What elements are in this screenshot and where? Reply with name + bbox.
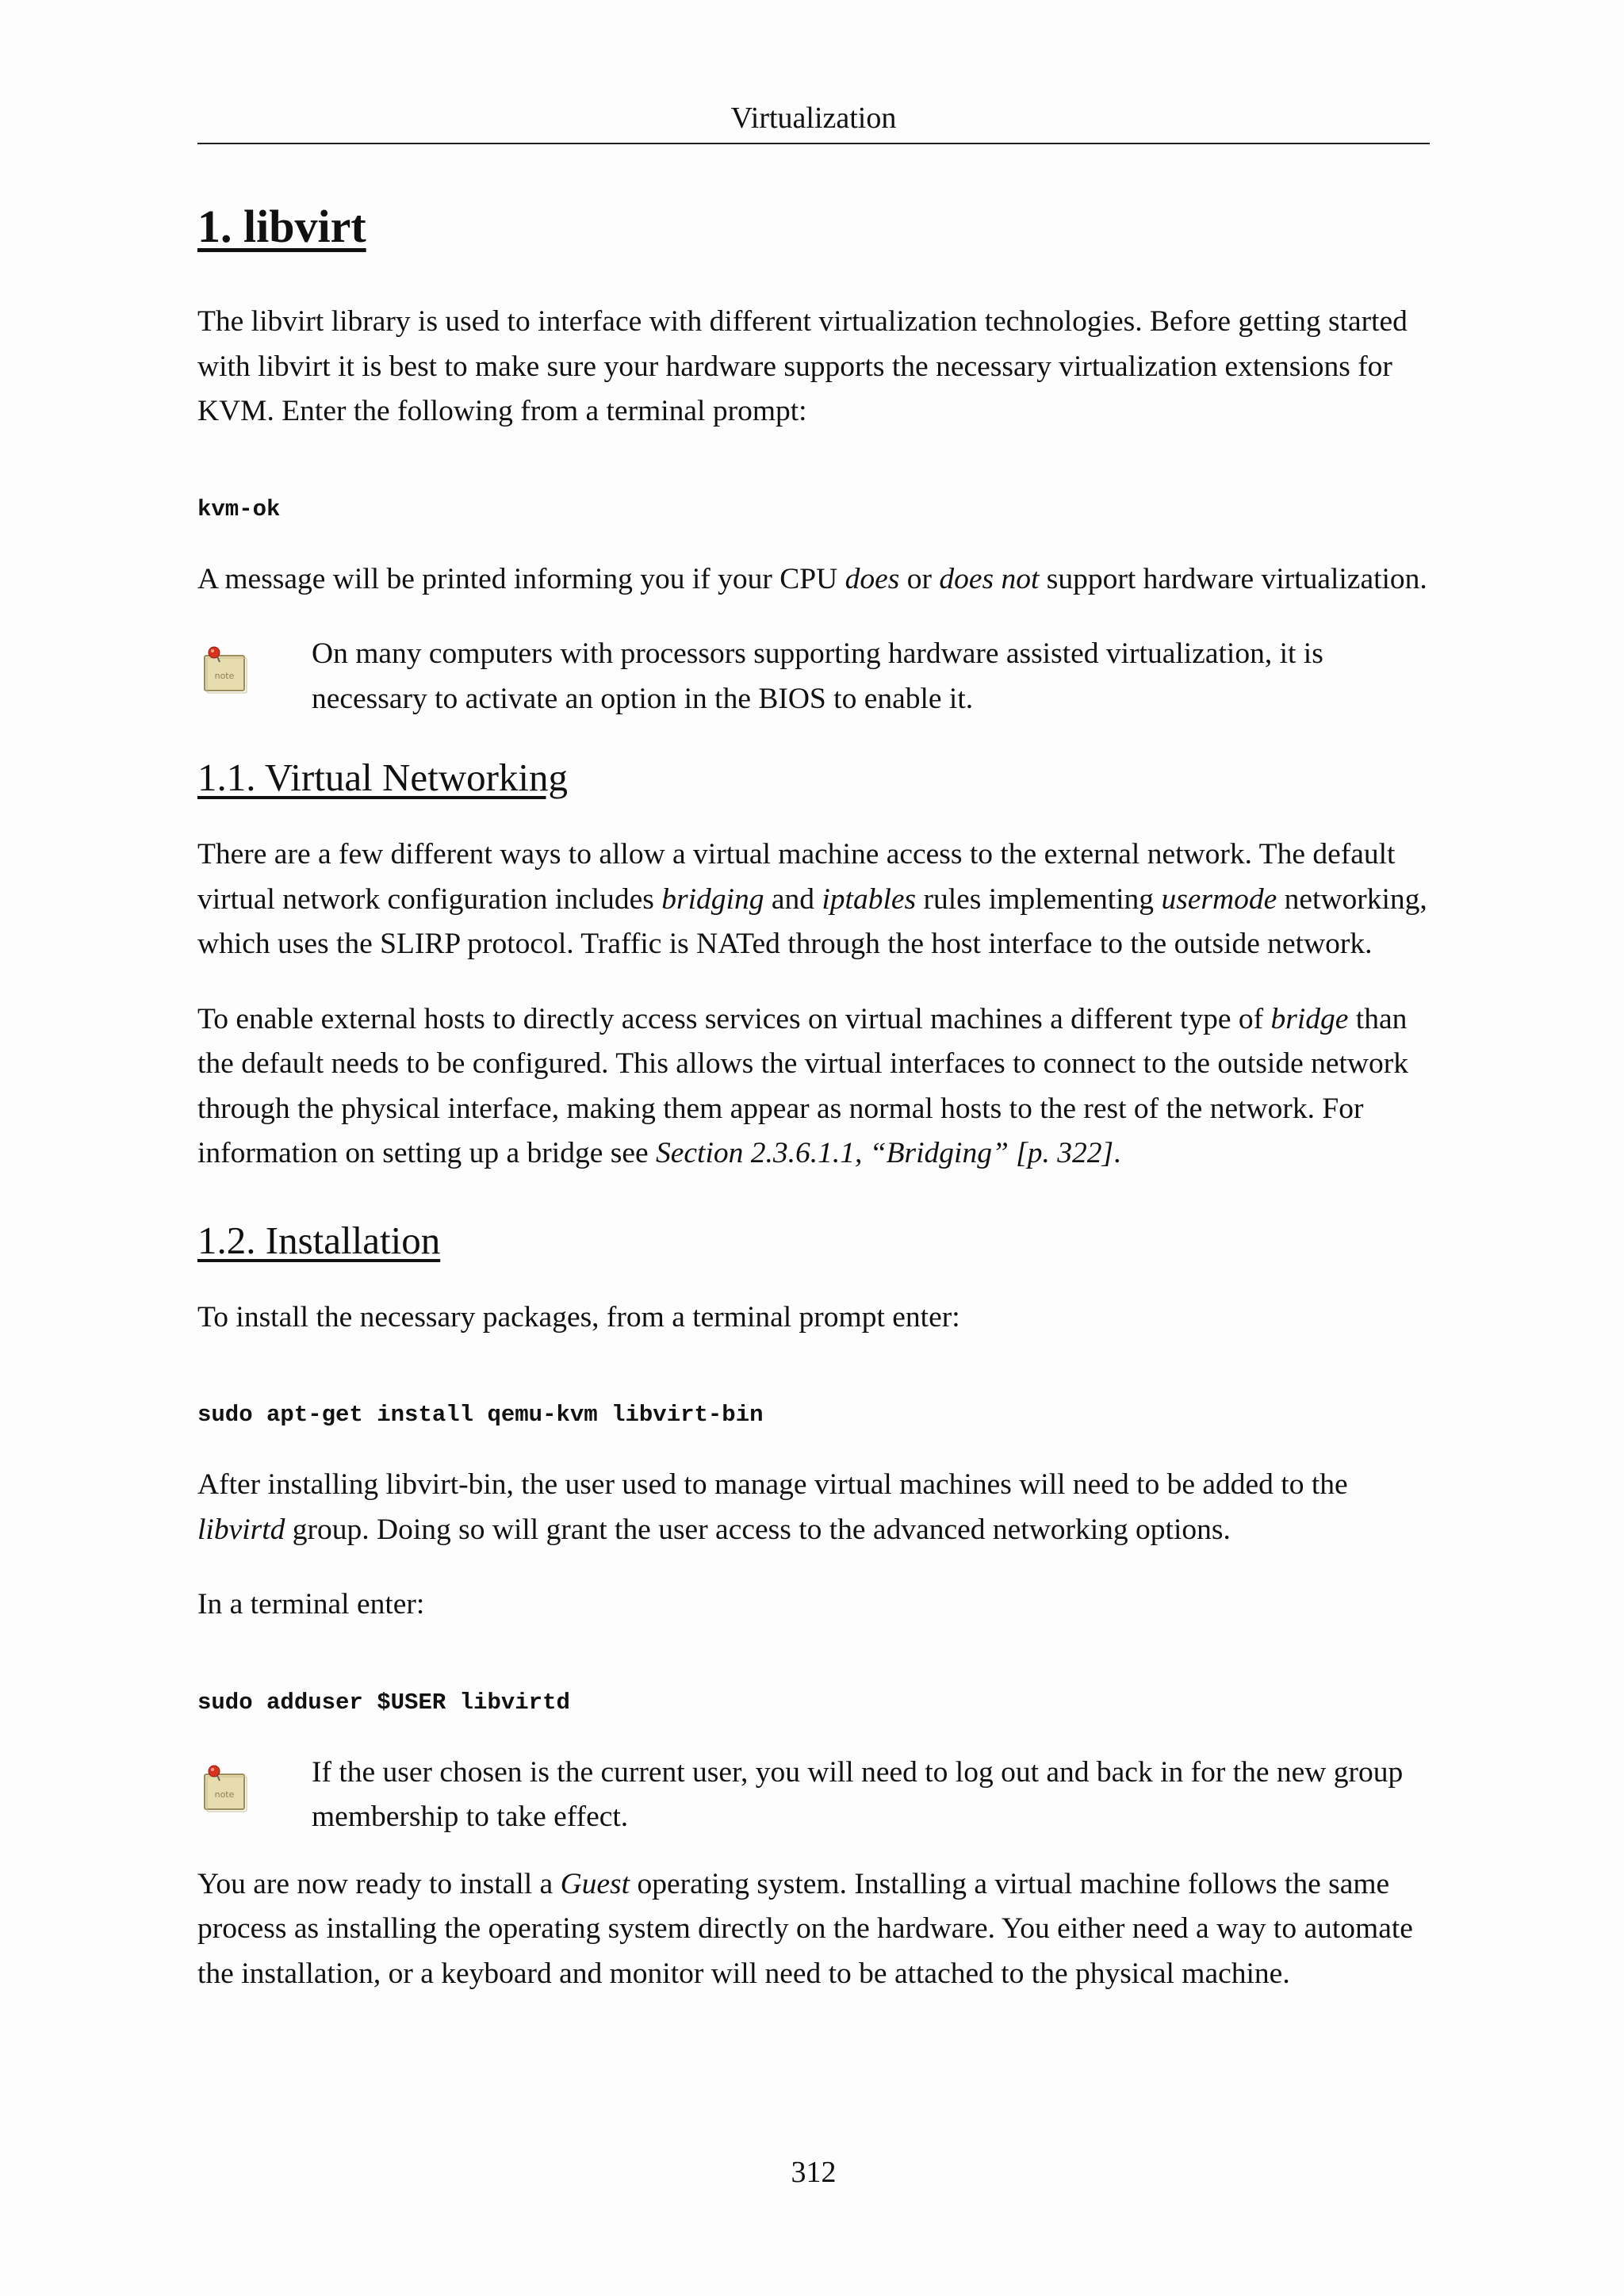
note-icon	[197, 1751, 312, 1820]
page-content	[197, 189, 1430, 2026]
command-apt-get-install: sudo apt-get install qemu-kvm libvirt-bin	[197, 1402, 764, 1428]
text-run: support hardware virtualization.	[1039, 562, 1427, 595]
emphasis-bridging: bridging	[661, 882, 764, 916]
install-paragraph-3: In a terminal enter:	[197, 1588, 425, 1621]
subsection-title-networking: 1.1. Virtual Networking	[197, 756, 569, 799]
emphasis-does-not: does not	[939, 562, 1040, 595]
intro-paragraph: The libvirt library is used to interface with different virtualization technologies. Before getting started with libvirt it is best to make sure your hardware supports the necessary virtualization extensions for KVM. Enter the following from a terminal prompt:	[197, 305, 1408, 427]
cpu-message-paragraph	[197, 557, 1430, 603]
subsection-title-installation: 1.2. Installation	[197, 1218, 441, 1262]
install-paragraph-4	[197, 1862, 1430, 1997]
command-kvm-ok: kvm-ok	[197, 496, 281, 522]
text-run: There are a few different ways to allow a virtual machine access to the external network. The default virtual network configuration includes	[197, 838, 1396, 916]
text-run: than the default needs to be configured. This allows the virtual interfaces to connect to the outside network through the physical interface, making them appear as normal hosts to the rest of the network. For information on setting up a bridge see	[197, 1002, 1408, 1169]
text-run: operating system. Installing a virtual machine follows the same process as installing the operating system directly on the hardware. You either need a way to automate the installation, or a keyboard and monitor will need to be attached to the physical machine.	[197, 1867, 1413, 1990]
emphasis-libvirtd: libvirtd	[197, 1513, 285, 1546]
svg-text:note: note	[214, 671, 235, 681]
text-run: or	[899, 562, 940, 595]
emphasis-usermode: usermode	[1161, 882, 1277, 916]
networking-paragraph-2	[197, 997, 1430, 1177]
text-run: To enable external hosts to directly access services on virtual machines a different type of	[197, 1002, 1271, 1035]
text-run: .	[1113, 1137, 1121, 1169]
emphasis-bridge: bridge	[1270, 1002, 1349, 1035]
install-paragraph-1: To install the necessary packages, from a terminal prompt enter:	[197, 1300, 960, 1334]
text-run: group. Doing so will grant the user access to the advanced networking options.	[285, 1513, 1231, 1546]
command-adduser: sudo adduser $USER libvirtd	[197, 1689, 570, 1716]
install-paragraph-2	[197, 1463, 1430, 1552]
emphasis-does: does	[845, 562, 900, 595]
note-icon	[197, 632, 312, 701]
note-relogin	[197, 1751, 1430, 1840]
text-run: and	[764, 882, 822, 916]
emphasis-guest: Guest	[560, 1867, 630, 1900]
note-bios	[197, 632, 1430, 721]
section-title: 1. libvirt	[197, 201, 366, 252]
emphasis-iptables: iptables	[822, 882, 917, 916]
svg-text:note: note	[214, 1789, 235, 1800]
text-run: networking, which uses the SLIRP protocol. Traffic is NATed through the host interface to the outside network.	[197, 882, 1427, 960]
text-run: A message will be printed informing you if your CPU	[197, 562, 845, 595]
cross-reference-link[interactable]: Section 2.3.6.1.1, “Bridging” [p. 322]	[656, 1137, 1114, 1169]
note-text: If the user chosen is the current user, you will need to log out and back in for the new group membership to take effect.	[312, 1755, 1404, 1833]
running-header: Virtualization	[197, 94, 1430, 144]
text-run: rules implementing	[916, 882, 1162, 916]
page-number: 312	[791, 2156, 837, 2189]
note-text: On many computers with processors supporting hardware assisted virtualization, it is necessary to activate an option in the BIOS to enable it.	[312, 637, 1323, 715]
text-run: After installing libvirt-bin, the user used to manage virtual machines will need to be added to the	[197, 1468, 1348, 1501]
networking-paragraph-1	[197, 832, 1430, 967]
text-run: You are now ready to install a	[197, 1867, 561, 1900]
